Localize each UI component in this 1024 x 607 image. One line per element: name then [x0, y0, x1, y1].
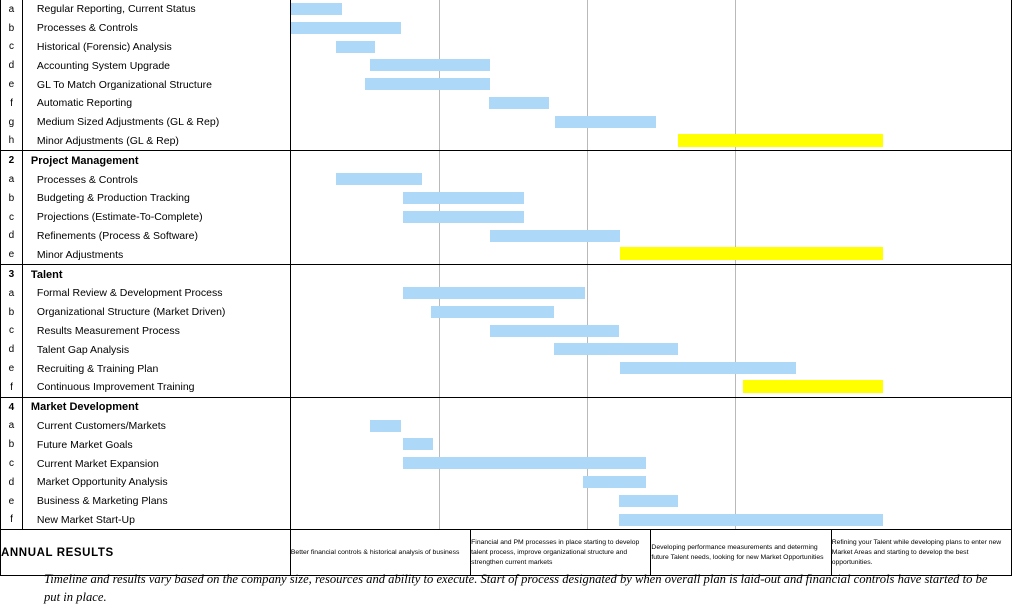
group-header-row [1, 151, 1012, 170]
task-letter: e [1, 245, 23, 264]
gantt-bar [490, 230, 620, 242]
task-label: New Market Start-Up [22, 511, 290, 530]
task-letter: b [1, 189, 23, 208]
quarter-gridline [587, 38, 588, 57]
timeline-cell [290, 208, 1011, 227]
timeline-cell [290, 284, 1011, 303]
timeline-cell [290, 359, 1011, 378]
annual-results-cell: Developing performance measurements and determing future Talent needs, looking for new Market Opportunities [651, 530, 831, 576]
task-row[interactable] [1, 417, 1012, 436]
quarter-gridline [587, 245, 588, 264]
quarter-gridline [587, 435, 588, 454]
timeline-track [291, 113, 1011, 132]
task-row[interactable] [1, 94, 1012, 113]
task-letter: e [1, 492, 23, 511]
task-letter: d [1, 56, 23, 75]
task-row[interactable] [1, 340, 1012, 359]
timeline-cell [290, 265, 1011, 284]
quarter-gridline [587, 0, 588, 19]
timeline-track [291, 56, 1011, 75]
gantt-bar [620, 362, 796, 374]
quarter-gridline [735, 322, 736, 341]
timeline-track [291, 492, 1011, 511]
task-letter: a [1, 170, 23, 189]
footnote: Timeline and results vary based on the company size, resources and ability to execute. Start of process designated by when overall plan is laid-out and financial controls have started to be put in place. [44, 572, 988, 605]
quarter-gridline [439, 113, 440, 132]
timeline-track [291, 417, 1011, 436]
timeline-cell [290, 132, 1011, 151]
quarter-gridline [587, 132, 588, 151]
task-letter: f [1, 511, 23, 530]
quarter-gridline [735, 303, 736, 322]
gantt-bar [291, 3, 342, 15]
gantt-bar [291, 22, 401, 34]
quarter-gridline [735, 19, 736, 38]
task-row[interactable] [1, 322, 1012, 341]
quarter-gridline [587, 417, 588, 436]
annual-results-cell: Better financial controls & historical analysis of business [290, 530, 470, 576]
quarter-gridline [439, 511, 440, 530]
timeline-cell [290, 303, 1011, 322]
task-label: Current Customers/Markets [22, 417, 290, 436]
quarter-gridline [439, 170, 440, 189]
timeline-track [291, 189, 1011, 208]
annual-results-cell: Financial and PM processes in place starting to develop talent process, improve organizational structure and strengthen current markets [471, 530, 651, 576]
quarter-gridline [735, 340, 736, 359]
task-row[interactable] [1, 19, 1012, 38]
timeline-cell [290, 511, 1011, 530]
task-label: Medium Sized Adjustments (GL & Rep) [22, 113, 290, 132]
group-header-row [1, 397, 1012, 416]
task-label: Recruiting & Training Plan [22, 359, 290, 378]
gantt-bar [555, 116, 656, 128]
task-row[interactable] [1, 492, 1012, 511]
task-letter: c [1, 38, 23, 57]
timeline-cell [290, 322, 1011, 341]
quarter-gridline [735, 170, 736, 189]
quarter-gridline [735, 38, 736, 57]
quarter-gridline [587, 189, 588, 208]
quarter-gridline [587, 19, 588, 38]
timeline-cell [290, 417, 1011, 436]
task-label: Budgeting & Production Tracking [22, 189, 290, 208]
quarter-gridline [439, 38, 440, 57]
timeline-cell [290, 378, 1011, 397]
task-letter: a [1, 284, 23, 303]
task-label: Historical (Forensic) Analysis [22, 38, 290, 57]
quarter-gridline [439, 322, 440, 341]
quarter-gridline [587, 94, 588, 113]
task-letter: d [1, 340, 23, 359]
gantt-bar [554, 343, 678, 355]
timeline-track [291, 94, 1011, 113]
task-label: Automatic Reporting [22, 94, 290, 113]
task-row[interactable] [1, 132, 1012, 151]
timeline-track [291, 132, 1011, 151]
gantt-bar [403, 438, 433, 450]
timeline-track [291, 322, 1011, 341]
quarter-gridline [439, 398, 440, 417]
task-letter: f [1, 378, 23, 397]
timeline-track [291, 19, 1011, 38]
timeline-cell [290, 340, 1011, 359]
task-letter: c [1, 454, 23, 473]
quarter-gridline [735, 113, 736, 132]
gantt-bar [620, 247, 883, 260]
task-label: Future Market Goals [22, 435, 290, 454]
task-letter: f [1, 94, 23, 113]
quarter-gridline [439, 340, 440, 359]
timeline-track [291, 265, 1011, 284]
task-label: GL To Match Organizational Structure [22, 75, 290, 94]
quarter-gridline [587, 170, 588, 189]
gantt-bar [490, 325, 619, 337]
task-row[interactable] [1, 189, 1012, 208]
quarter-gridline [735, 378, 736, 397]
quarter-gridline [439, 19, 440, 38]
task-letter: g [1, 113, 23, 132]
group-label: Project Management [22, 151, 290, 170]
task-letter: c [1, 322, 23, 341]
timeline-track [291, 208, 1011, 227]
quarter-gridline [735, 208, 736, 227]
quarter-gridline [735, 227, 736, 246]
task-row[interactable] [1, 170, 1012, 189]
quarter-gridline [587, 265, 588, 284]
quarter-gridline [735, 284, 736, 303]
timeline-track [291, 284, 1011, 303]
timeline-cell [290, 245, 1011, 264]
task-letter: d [1, 227, 23, 246]
quarter-gridline [735, 0, 736, 19]
gantt-bar [370, 420, 401, 432]
quarter-gridline [587, 398, 588, 417]
task-row[interactable] [1, 473, 1012, 492]
gantt-bar [336, 173, 422, 185]
gantt-bar [583, 476, 646, 488]
task-letter: h [1, 132, 23, 151]
task-label: Business & Marketing Plans [22, 492, 290, 511]
task-row[interactable] [1, 378, 1012, 397]
gantt-bar [403, 287, 584, 299]
quarter-gridline [439, 473, 440, 492]
task-row[interactable] [1, 75, 1012, 94]
quarter-gridline [439, 245, 440, 264]
quarter-gridline [587, 208, 588, 227]
task-label: Refinements (Process & Software) [22, 227, 290, 246]
quarter-gridline [439, 265, 440, 284]
task-label: Regular Reporting, Current Status [22, 0, 290, 19]
timeline-track [291, 245, 1011, 264]
task-letter: a [1, 417, 23, 436]
timeline-cell [290, 492, 1011, 511]
timeline-cell [290, 56, 1011, 75]
timeline-cell [290, 435, 1011, 454]
task-row[interactable] [1, 56, 1012, 75]
quarter-gridline [735, 473, 736, 492]
gantt-bar [370, 59, 490, 71]
quarter-gridline [735, 417, 736, 436]
gantt-bar [365, 78, 489, 90]
task-label: Talent Gap Analysis [22, 340, 290, 359]
quarter-gridline [439, 435, 440, 454]
annual-results-cell: Refining your Talent while developing plans to enter new Market Areas and starting to develop the best opportunities. [831, 530, 1011, 576]
task-letter: e [1, 75, 23, 94]
timeline-track [291, 340, 1011, 359]
timeline-cell [290, 113, 1011, 132]
quarter-gridline [439, 492, 440, 511]
task-row[interactable] [1, 454, 1012, 473]
task-label: Minor Adjustments (GL & Rep) [22, 132, 290, 151]
timeline-track [291, 303, 1011, 322]
task-label: Current Market Expansion [22, 454, 290, 473]
gantt-bar [336, 41, 375, 53]
gantt-bar [489, 97, 549, 109]
timeline-track [291, 435, 1011, 454]
gantt-bar [431, 306, 554, 318]
quarter-gridline [735, 75, 736, 94]
timeline-cell [290, 151, 1011, 170]
timeline-cell [290, 75, 1011, 94]
task-letter: a [1, 0, 23, 19]
gantt-bar [619, 495, 678, 507]
quarter-gridline [735, 265, 736, 284]
task-letter: d [1, 473, 23, 492]
task-row[interactable] [1, 284, 1012, 303]
timeline-track [291, 378, 1011, 397]
gantt-bar [403, 192, 524, 204]
timeline-track [291, 227, 1011, 246]
task-row[interactable] [1, 227, 1012, 246]
gantt-bar [678, 134, 883, 147]
quarter-gridline [439, 0, 440, 19]
task-label: Formal Review & Development Process [22, 284, 290, 303]
group-label: Talent [22, 265, 290, 284]
timeline-cell [290, 473, 1011, 492]
quarter-gridline [735, 398, 736, 417]
quarter-gridline [735, 435, 736, 454]
quarter-gridline [735, 189, 736, 208]
task-letter: b [1, 303, 23, 322]
quarter-gridline [587, 151, 588, 170]
quarter-gridline [587, 492, 588, 511]
timeline-track [291, 473, 1011, 492]
timeline-track [291, 170, 1011, 189]
timeline-track [291, 398, 1011, 417]
group-number: 3 [1, 265, 23, 284]
group-label: Market Development [22, 397, 290, 416]
quarter-gridline [587, 56, 588, 75]
task-row[interactable] [1, 208, 1012, 227]
quarter-gridline [439, 417, 440, 436]
task-row[interactable] [1, 245, 1012, 264]
task-label: Projections (Estimate-To-Complete) [22, 208, 290, 227]
gantt-bar [403, 457, 646, 469]
task-label: Processes & Controls [22, 170, 290, 189]
task-label: Minor Adjustments [22, 245, 290, 264]
task-row[interactable] [1, 303, 1012, 322]
quarter-gridline [735, 56, 736, 75]
group-header-row [1, 265, 1012, 284]
timeline-cell [290, 170, 1011, 189]
timeline-cell [290, 19, 1011, 38]
gantt-bar [403, 211, 524, 223]
timeline-cell [290, 189, 1011, 208]
quarter-gridline [439, 132, 440, 151]
sheet-left-border [0, 0, 1, 556]
quarter-gridline [439, 151, 440, 170]
timeline-cell [290, 94, 1011, 113]
task-row[interactable] [1, 113, 1012, 132]
quarter-gridline [439, 94, 440, 113]
quarter-gridline [735, 94, 736, 113]
task-letter: e [1, 359, 23, 378]
quarter-gridline [735, 151, 736, 170]
task-label: Accounting System Upgrade [22, 56, 290, 75]
task-letter: b [1, 435, 23, 454]
task-row[interactable] [1, 511, 1012, 530]
annual-results-label: ANNUAL RESULTS [1, 530, 291, 576]
gantt-bar [743, 380, 883, 393]
quarter-gridline [439, 378, 440, 397]
annual-results-row [1, 530, 1012, 576]
task-label: Organizational Structure (Market Driven) [22, 303, 290, 322]
task-label: Processes & Controls [22, 19, 290, 38]
quarter-gridline [587, 378, 588, 397]
task-row[interactable] [1, 38, 1012, 57]
task-label: Market Opportunity Analysis [22, 473, 290, 492]
task-label: Continuous Improvement Training [22, 378, 290, 397]
quarter-gridline [587, 511, 588, 530]
quarter-gridline [439, 227, 440, 246]
timeline-track [291, 75, 1011, 94]
quarter-gridline [587, 75, 588, 94]
timeline-cell [290, 454, 1011, 473]
gantt-bar [619, 514, 883, 526]
group-number: 2 [1, 151, 23, 170]
timeline-cell [290, 38, 1011, 57]
task-letter: c [1, 208, 23, 227]
task-row[interactable] [1, 359, 1012, 378]
timeline-cell [290, 0, 1011, 19]
quarter-gridline [587, 284, 588, 303]
timeline-track [291, 151, 1011, 170]
task-row[interactable] [1, 0, 1012, 19]
group-number: 4 [1, 397, 23, 416]
task-row[interactable] [1, 435, 1012, 454]
timeline-cell [290, 227, 1011, 246]
timeline-track [291, 511, 1011, 530]
timeline-cell [290, 397, 1011, 416]
timeline-track [291, 38, 1011, 57]
timeline-track [291, 454, 1011, 473]
quarter-gridline [735, 454, 736, 473]
quarter-gridline [587, 303, 588, 322]
task-label: Results Measurement Process [22, 322, 290, 341]
timeline-track [291, 359, 1011, 378]
quarter-gridline [587, 359, 588, 378]
quarter-gridline [439, 359, 440, 378]
task-letter: b [1, 19, 23, 38]
timeline-track [291, 0, 1011, 19]
quarter-gridline [735, 492, 736, 511]
